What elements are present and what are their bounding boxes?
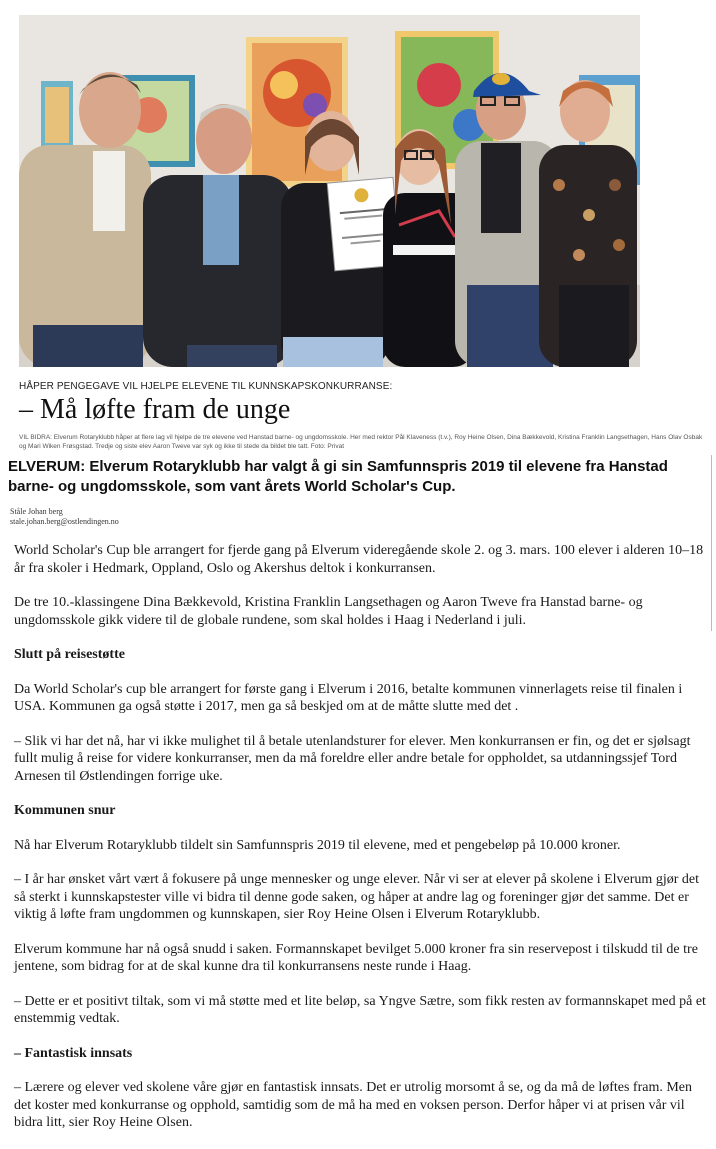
byline xyxy=(10,507,119,527)
paragraph: – Lærere og elever ved skolene våre gjør en fantastisk innsats. Det er utrolig morsomt å se, og da må de løftes fram. Men det koster med konkurranse og opphold, samtidig som de må ha med en voksen person. Derfor håper vi at prisen vår vil bidra litt, sier Roy Heine Olsen. xyxy=(14,1080,693,1130)
subheading: – Fantastisk innsats xyxy=(14,1045,133,1061)
subheading: Slutt på reisestøtte xyxy=(14,647,125,662)
paragraph: Nå har Elverum Rotaryklubb tildelt sin Samfunnspris 2019 til elevene, med et pengebeløp på 10.000 kroner. xyxy=(14,837,621,853)
paragraph: – I år har ønsket vårt vært å fokusere på unge mennesker og unge elever. Når vi ser at elever på skolene i Elverum gjør det så sterkt i kunnskapstester ville vi bidra til denne gode saken, og håper at andre lag og foreninger gjør det samme. Det er viktig å løfte fram ungdommen og kunnskapen, sier Roy Heine Olsen i Elverum Rotaryklubb. xyxy=(14,872,699,922)
paragraph: World Scholar's Cup ble arrangert for fjerde gang på Elverum videregående skole 2. og 3. mars. 100 elever i alderen 10–18 år fra skoler i Hedmark, Oppland, Oslo og Akershus deltok i konkurransen. xyxy=(14,543,704,576)
column-divider xyxy=(711,455,712,631)
article-kicker: HÅPER PENGEGAVE VIL HJELPE ELEVENE TIL KUNNSKAPSKONKURRANSE: xyxy=(19,381,393,392)
paragraph: – Dette er et positivt tiltak, som vi må støtte med et lite beløp, sa Yngve Sætre, som fikk resten av formannskapet med på et enstemmig vedtak. xyxy=(14,993,706,1026)
byline-email[interactable]: stale.johan.berg@ostlendingen.no xyxy=(10,517,119,526)
photo-caption: VIL BIDRA: Elverum Rotaryklubb håper at flere lag vil hjelpe de tre elevene ved Hanstad barne- og ungdomsskole. Her med rektor Pål Klaveness (t.v.), Roy Heine Olsen, Dina Bækkevold, Kristina Franklin Langsethagen, Hans Olav Osbak og Mari Wiken Frøsgstad. Tredje og siste elev Aaron Tweve var syk og ikke til stede da bildet ble tatt. Foto: Privat xyxy=(19,434,703,450)
subheading: Kommunen snur xyxy=(14,803,116,818)
paragraph: De tre 10.-klassingene Dina Bækkevold, Kristina Franklin Langsethagen og Aaron Tweve fra Hanstad barne- og ungdomsskole gikk videre til de globale rundene, som skal holdes i Haag i Nederland i juli. xyxy=(14,595,643,628)
byline-author: Ståle Johan berg xyxy=(10,507,63,516)
article-photo xyxy=(19,15,640,367)
paragraph: Da World Scholar's cup ble arrangert for første gang i Elverum i 2016, betalte kommunen vinnerlagets reise til finalen i USA. Kommunen ga også støtte i 2017, men ga så beskjed om at de måtte slutte med det . xyxy=(14,681,683,714)
paragraph: – Slik vi har det nå, har vi ikke mulighet til å betale utenlandsturer for elever. Men konkurransen er fin, og det er sjølsagt fullt mulig å reise for videre konkurranser, men da må foreldre eller andre betale for oppholdet, sa utdanningssjef Tord Arnesen til Østlendingen forrige uke. xyxy=(14,733,691,784)
paragraph: Elverum kommune har nå også snudd i saken. Formannskapet bevilget 5.000 kroner fra sin reservepost i tilskudd til de tre jentene, som bidrag for at de skal kunne dra til konkurransens neste runde i Haag. xyxy=(14,941,698,974)
group-photo-illustration xyxy=(19,15,640,367)
article-lead: ELVERUM: Elverum Rotaryklubb har valgt å gi sin Samfunnspris 2019 til elevene fra Hanstad barne- og ungdomsskole, som vant årets World Scholar's Cup. xyxy=(8,458,668,495)
article-body xyxy=(14,542,706,1149)
article-headline: – Må løfte fram de unge xyxy=(19,394,291,425)
